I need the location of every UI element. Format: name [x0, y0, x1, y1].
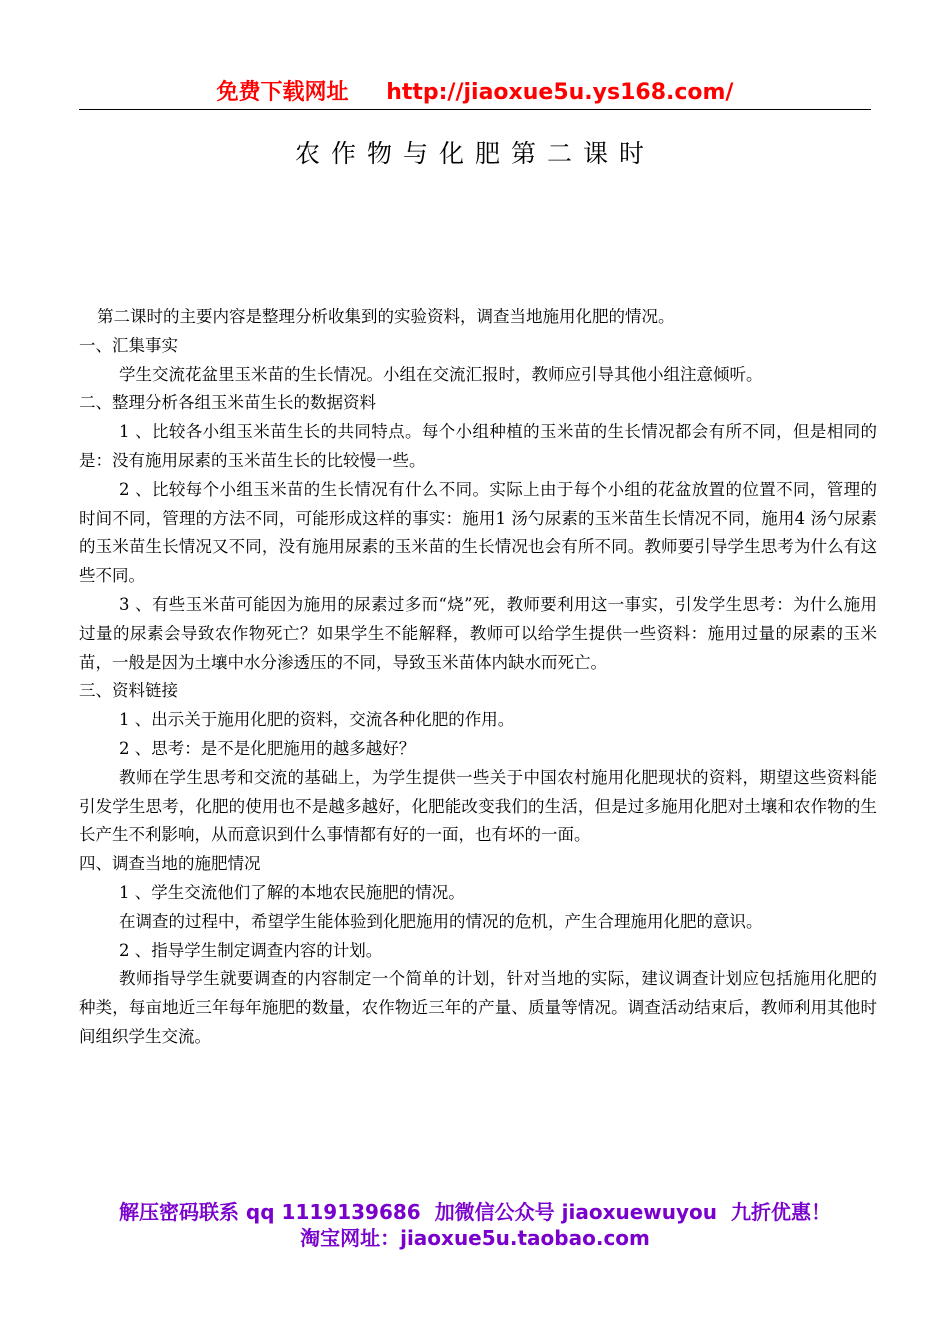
section-heading: 一、汇集事实: [79, 335, 178, 355]
intro-paragraph: 第二课时的主要内容是整理分析收集到的实验资料，调查当地施用化肥的情况。: [97, 307, 675, 326]
paragraph: 1 、比较各小组玉米苗生长的共同特点。每个小组种植的玉米苗的生长情况都会有所不同，但是相同的是：没有施用尿素的玉米苗生长的比较慢一些。: [79, 422, 877, 470]
section-heading: 二、整理分析各组玉米苗生长的数据资料: [79, 393, 376, 413]
paragraph: 1 、出示关于施用化肥的资料，交流各种化肥的作用。: [119, 710, 515, 730]
footer-taobao-link[interactable]: 淘宝网址：jiaoxue5u.taobao.com: [300, 1226, 650, 1250]
paragraph: 2 、思考：是不是化肥施用的越多越好？: [119, 738, 416, 758]
paragraph: 教师指导学生就要调查的内容制定一个简单的计划，针对当地的实际，建议调查计划应包括施用化肥的种类，每亩地近三年每年施肥的数量，农作物近三年的产量、质量等情况。调查活动结束后，教师利用其他时间组织学生交流。: [79, 969, 877, 1046]
download-label: 免费下载网址: [216, 80, 349, 105]
paragraph: 2 、比较每个小组玉米苗的生长情况有什么不同。实际上由于每个小组的花盆放置的位置不同，管理的时间不同，管理的方法不同，可能形成这样的事实：施用1 汤勺尿素的玉米苗生长情况不同，施用4 汤勺尿素的玉米苗生长情况又不同，没有施用尿素的玉米苗的生长情况也会有所不同。教师要引导学生思考为什么有这些不同。: [79, 479, 877, 586]
footer-discount: 九折优惠！: [731, 1200, 832, 1224]
page-title: 农作物与化肥第二课时: [294, 139, 655, 168]
footer-wechat: 加微信公众号 jiaoxuewuyou: [434, 1200, 718, 1224]
paragraph: 3 、有些玉米苗可能因为施用的尿素过多而“烧”死，教师要利用这一事实，引发学生思考：为什么施用过量的尿素会导致农作物死亡？如果学生不能解释，教师可以给学生提供一些资料：施用过量的尿素的玉米苗，一般是因为土壤中水分渗透压的不同，导致玉米苗体内缺水而死亡。: [79, 594, 877, 672]
paragraph: 教师在学生思考和交流的基础上，为学生提供一些关于中国农村施用化肥现状的资料，期望这些资料能引发学生思考，化肥的使用也不是越多越好，化肥能改变我们的生活，但是过多施用化肥对土壤和农作物的生长产生不利影响，从而意识到什么事情都有好的一面，也有坏的一面。: [79, 767, 877, 845]
document-body: [79, 303, 877, 1052]
paragraph: 在调查的过程中，希望学生能体验到化肥施用的情况的危机，产生合理施用化肥的意识。: [119, 911, 763, 931]
footer-contact: 解压密码联系 qq 1119139686: [118, 1200, 421, 1224]
paragraph: 1 、学生交流他们了解的本地农民施肥的情况。: [119, 882, 465, 902]
header-divider: [79, 109, 871, 110]
paragraph: 学生交流花盆里玉米苗的生长情况。小组在交流汇报时，教师应引导其他小组注意倾听。: [119, 364, 763, 384]
section-heading: 四、调查当地的施肥情况: [79, 854, 261, 874]
section-heading: 三、资料链接: [79, 681, 178, 701]
download-link[interactable]: http://jiaoxue5u.ys168.com/: [386, 80, 734, 105]
footer-contact-line: [60, 1199, 890, 1225]
download-header: [79, 78, 871, 110]
paragraph: 2 、指导学生制定调查内容的计划。: [119, 940, 383, 960]
